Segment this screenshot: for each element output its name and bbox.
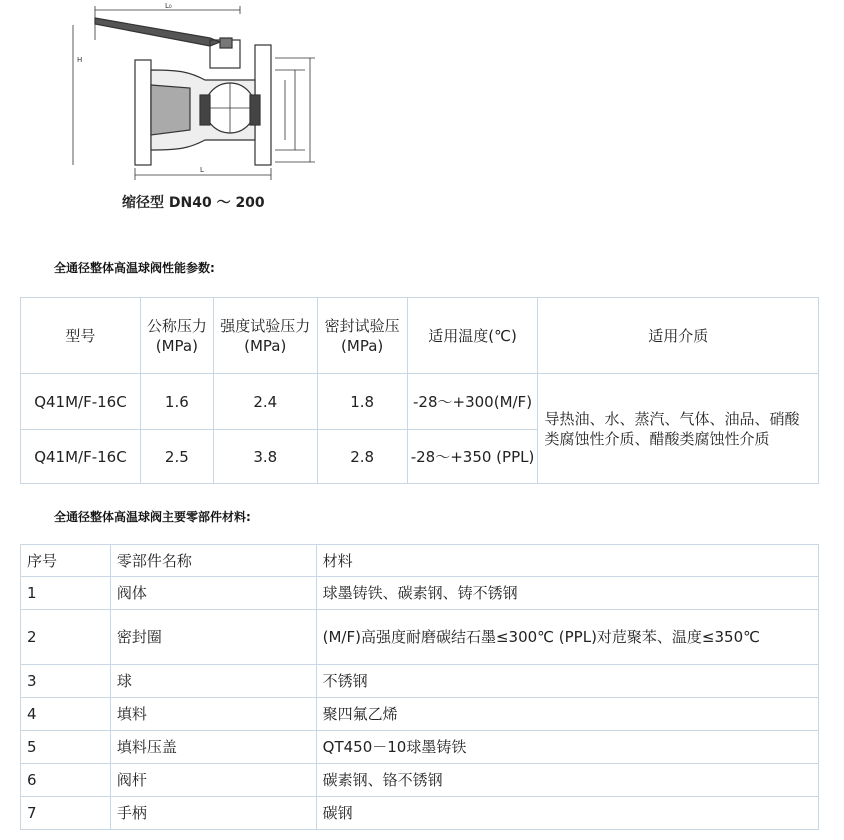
cell-no: 5 [21,731,111,764]
cell-temperature: -28～+350 (PPL) [407,430,538,484]
table-row [21,698,819,731]
dim-label-l0: L₀ [165,2,172,10]
header-material: 材料 [316,545,818,577]
table-row [21,374,819,430]
cell-model: Q41M/F-16C [21,430,141,484]
cell-no: 7 [21,797,111,830]
table-row [21,764,819,797]
dim-label-l: L [200,166,204,174]
cell-no: 3 [21,665,111,698]
cell-part: 球 [110,665,316,698]
cell-nominal: 1.6 [140,374,213,430]
table-row [21,665,819,698]
cell-no: 6 [21,764,111,797]
cell-material: 碳素钢、铬不锈钢 [316,764,818,797]
header-seal-test-pressure: 密封试验压(MPa) [317,298,407,374]
header-part-name: 零部件名称 [110,545,316,577]
cell-material: 碳钢 [316,797,818,830]
cell-no: 4 [21,698,111,731]
materials-heading: 全通径整体高温球阀主要零部件材料: [54,510,251,524]
performance-header-row [21,298,819,374]
cell-material: 聚四氟乙烯 [316,698,818,731]
cell-part: 填料 [110,698,316,731]
cell-part: 填料压盖 [110,731,316,764]
dim-label-h: H [77,56,83,64]
table-row [21,577,819,610]
cell-strength: 2.4 [213,374,317,430]
materials-table [20,544,819,830]
table-row [21,731,819,764]
performance-heading: 全通径整体高温球阀性能参数: [54,261,215,275]
cell-strength: 3.8 [213,430,317,484]
header-model: 型号 [21,298,141,374]
cell-material: 球墨铸铁、碳素钢、铸不锈钢 [316,577,818,610]
cell-model: Q41M/F-16C [21,374,141,430]
cell-no: 1 [21,577,111,610]
cell-part: 阀杆 [110,764,316,797]
table-row [21,797,819,830]
cell-part: 阀体 [110,577,316,610]
cell-material: QT450－10球墨铸铁 [316,731,818,764]
cell-material: 不锈钢 [316,665,818,698]
header-nominal-pressure: 公称压力(MPa) [140,298,213,374]
header-strength-test-pressure: 强度试验压力(MPa) [213,298,317,374]
header-media: 适用介质 [538,298,819,374]
cell-media: 导热油、水、蒸汽、气体、油品、硝酸类腐蚀性介质、醋酸类腐蚀性介质 [538,374,819,484]
cell-seal: 2.8 [317,430,407,484]
valve-drawing [70,0,330,215]
cell-part: 手柄 [110,797,316,830]
cell-part: 密封圈 [110,610,316,665]
cell-no: 2 [21,610,111,665]
cell-seal: 1.8 [317,374,407,430]
cell-nominal: 2.5 [140,430,213,484]
table-row [21,610,819,665]
cell-temperature: -28～+300(M/F) [407,374,538,430]
cell-material: (M/F)高强度耐磨碳结石墨≤300℃ (PPL)对苊聚苯、温度≤350℃ [316,610,818,665]
materials-header-row [21,545,819,577]
header-no: 序号 [21,545,111,577]
header-temperature: 适用温度(℃) [407,298,538,374]
figure-caption: 缩径型 DN40 ～ 200 [122,195,265,211]
performance-table [20,297,819,484]
